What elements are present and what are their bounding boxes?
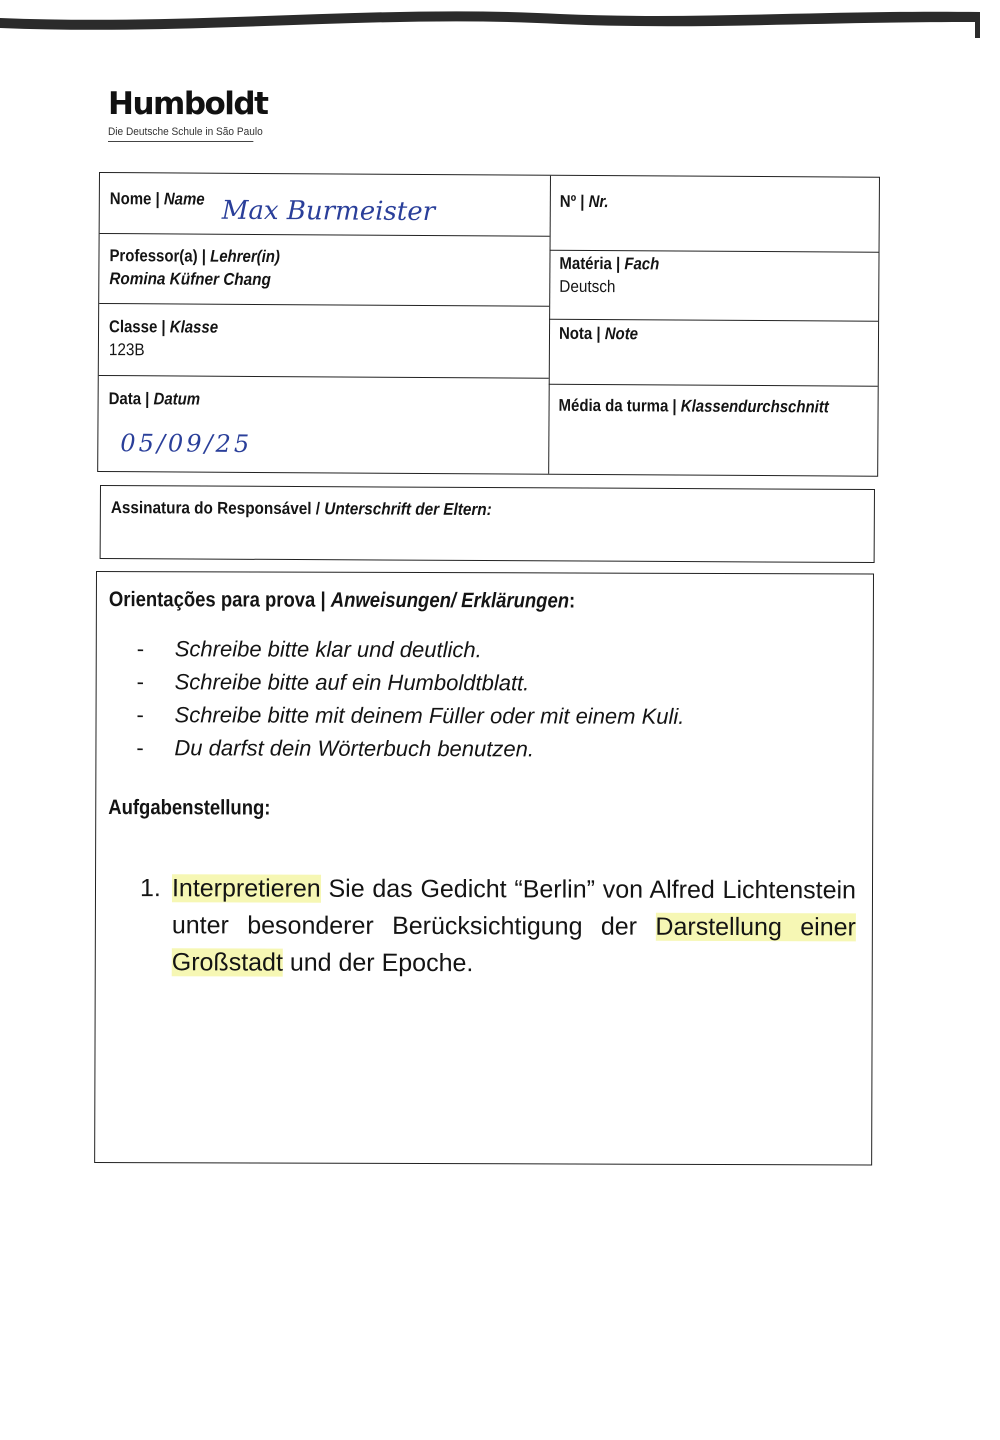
task-heading: Aufgabenstellung: [108,796,271,820]
average-cell [559,394,866,419]
task-number: 1. [139,874,161,903]
class-value: 123B [108,340,145,360]
grade-label: Nota | Note [558,323,639,344]
list-item: - Schreibe bitte auf ein Humboldtblatt. [136,669,530,696]
table-divider [548,176,551,474]
subject-cell [559,252,673,299]
subject-value: Deutsch [559,276,616,297]
date-cell [109,387,213,411]
subject-label: Matéria | Fach [559,253,660,274]
class-label: Classe | Klasse [108,317,219,337]
instructions-box [94,571,874,1165]
school-name: Humboldt [108,86,268,122]
teacher-label: Professor(a) | Lehrer(in) [109,246,281,267]
list-item: - Schreibe bitte mit deinem Füller oder mit einem Kuli. [136,702,685,729]
class-cell [109,315,233,362]
date-handwritten: 05/09/25 [120,429,253,458]
school-subtitle: Die Deutsche Schule in São Paulo [108,126,253,142]
signature-box [100,485,875,563]
name-label: Nome | Name [109,189,205,209]
date-label: Data | Datum [108,389,201,409]
list-item: - Du darfst dein Wörterbuch benutzen. [136,735,535,762]
number-label: Nº | Nr. [559,191,609,212]
task-item [140,870,856,983]
list-item: - Schreibe bitte klar und deutlich. [136,636,482,663]
task-text: Interpretieren Sie das Gedicht “Berlin” von Alfred Lichtenstein unter besonderer Berücksichtigung der Darstellung einer Großstadt und der Epoche. [171,874,857,978]
name-cell [110,187,218,211]
highlighted-text: Darstellung einer Großstadt [171,912,856,977]
school-logo [108,84,267,142]
grade-cell [559,322,649,346]
instructions-heading: Orientações para prova | Anweisungen/ Erklärungen: [108,588,576,613]
student-info-table [97,172,880,477]
teacher-cell [109,244,303,291]
rules-list [136,632,684,766]
signature-label: Assinatura do Responsável / Unterschrift der Eltern: [110,498,492,520]
average-label: Média da turma | Klassendurchschnitt [558,395,829,417]
highlighted-text: Interpretieren [171,874,321,903]
name-handwritten: Max Burmeister [221,195,436,228]
scan-shadow-edge [0,0,1000,40]
number-cell [560,190,616,213]
teacher-value: Romina Küfner Chang [109,269,271,290]
